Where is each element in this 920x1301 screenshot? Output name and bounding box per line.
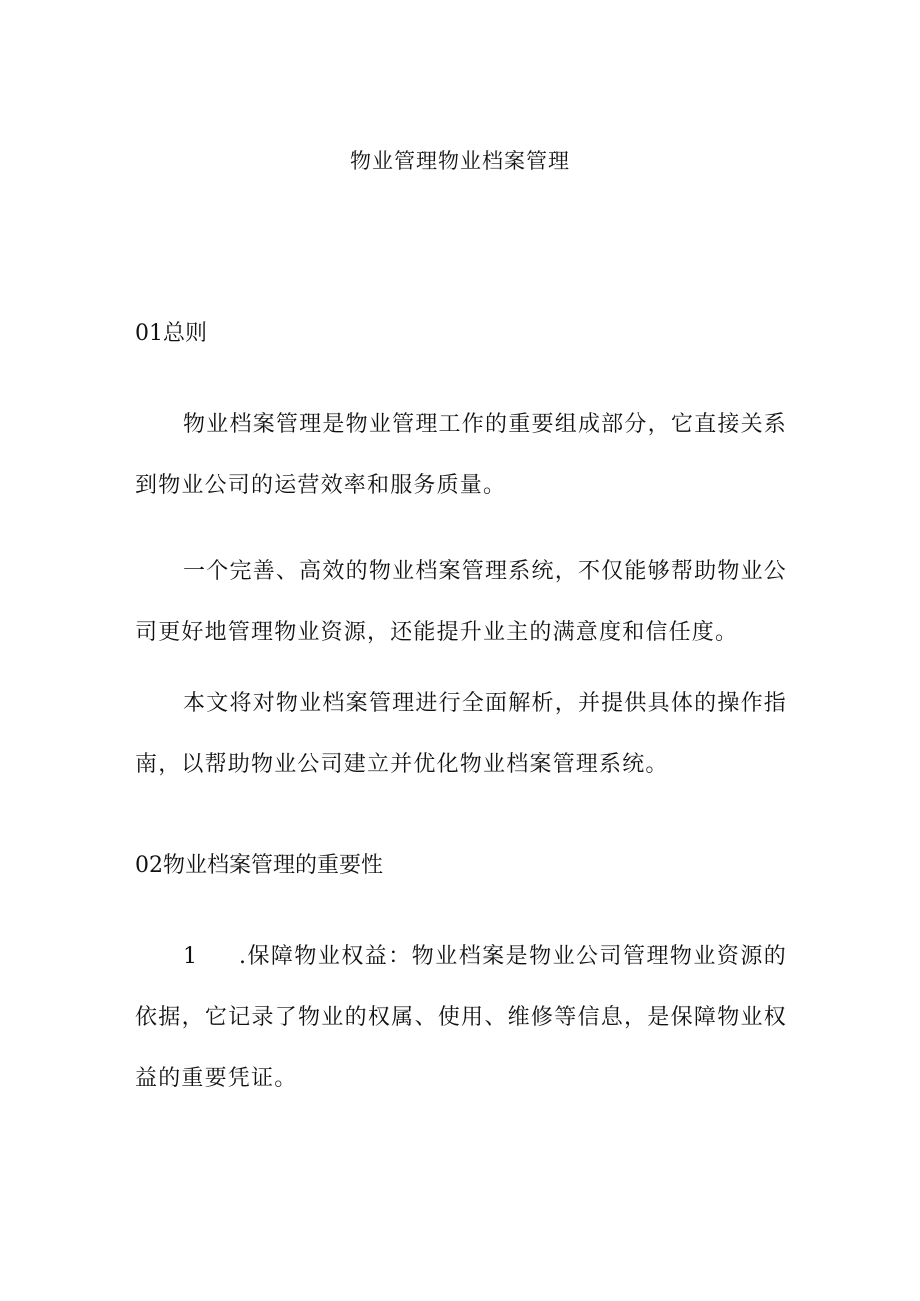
list-item-number: 1: [183, 944, 199, 969]
section-heading-general: 01总则: [135, 321, 207, 346]
paragraph: 物业档案管理是物业管理工作的重要组成部分，它直接关系到物业公司的运营效率和服务质量。: [135, 412, 787, 498]
paragraph: 一个完善、高效的物业档案管理系统，不仅能够帮助物业公司更好地管理物业资源，还能提升业主的满意度和信任度。: [135, 559, 787, 645]
section-heading-importance: 02物业档案管理的重要性: [135, 853, 383, 878]
paragraph: 本文将对物业档案管理进行全面解析，并提供具体的操作指南，以帮助物业公司建立并优化物业档案管理系统。: [135, 691, 787, 777]
list-item: [135, 926, 787, 1109]
list-item-text: .保障物业权益：物业档案是物业公司管理物业资源的依据，它记录了物业的权属、使用、维修等信息，是保障物业权益的重要凭证。: [135, 944, 787, 1091]
document-title: 物业管理物业档案管理: [350, 149, 570, 173]
